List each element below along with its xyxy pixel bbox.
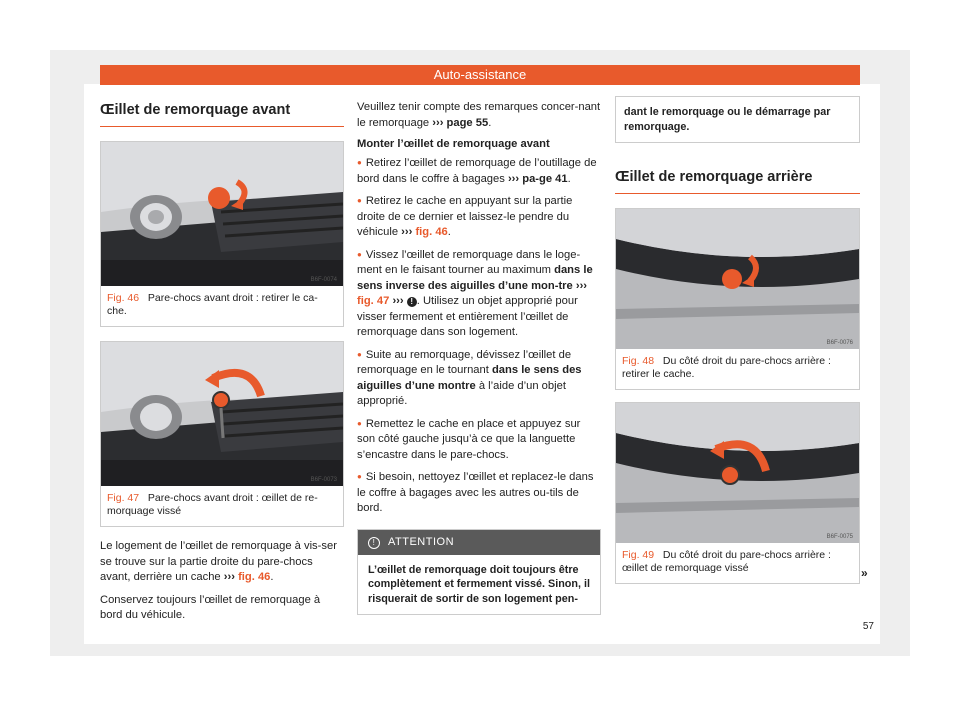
continue-marker: » xyxy=(861,566,868,580)
paragraph-keep: Conservez toujours l’œillet de remorquage à bord du véhicule. xyxy=(100,593,321,621)
attention-continued: dant le remorquage ou le démarrage par remorquage. xyxy=(615,96,860,143)
figure-code: B6F-0076 xyxy=(826,340,853,346)
fig-46-link[interactable]: fig. 46 xyxy=(415,226,448,238)
figure-code: B6F-0075 xyxy=(826,534,853,540)
middle-column xyxy=(357,100,601,615)
figure-label: Fig. 49 xyxy=(622,549,655,561)
intro-paragraph: Veuillez tenir compte des remarques concer-nant le remorquage ››› page 55. xyxy=(357,101,601,129)
page-number: 57 xyxy=(862,621,874,632)
caption-text: Pare-chocs avant droit : retirer le ca-che. xyxy=(107,292,318,317)
paragraph-location: Le logement de l’œillet de remorquage à vis-ser se trouve sur la partie droite du pare-chocs avant, derrière un cache ››› fig. 46. xyxy=(100,540,337,583)
figure-caption xyxy=(616,543,859,583)
rear-towing-eye-photo xyxy=(616,403,859,543)
step-2: ● Retirez le cache en appuyant sur la partie droite de ce dernier et laissez-le pendre du véhicule ››› fig. 46. xyxy=(357,194,601,241)
caption-text: Du côté droit du pare-chocs arrière : œillet de remorquage vissé xyxy=(622,549,831,574)
figure-46 xyxy=(100,141,344,327)
front-towing-eye-photo xyxy=(101,342,343,486)
front-bumper-photo xyxy=(101,142,343,286)
figure-caption xyxy=(101,286,343,326)
figure-code: B6F-0074 xyxy=(310,277,337,283)
step-6: ● Si besoin, nettoyez l’œillet et replacez-le dans le coffre à bagages avec les autres ou-tils de bord. xyxy=(357,470,601,517)
figure-label: Fig. 48 xyxy=(622,355,655,367)
page-55-link[interactable]: page 55 xyxy=(446,116,489,129)
figure-label: Fig. 46 xyxy=(107,292,140,304)
attention-icon: ! xyxy=(368,537,380,549)
step-3: ● Vissez l’œillet de remorquage dans le loge-ment en le faisant tourner au maximum dans le sens inverse des aiguilles d’une mon-tre ››› fig. 47 ››› ! . Utilisez un objet approprié pour visser fermement et entièrement l’œillet de remorquage dans son logement. xyxy=(357,248,601,341)
page-41-link[interactable]: pa-ge 41 xyxy=(522,172,568,185)
warning-icon: ! xyxy=(407,297,417,307)
fig-46-link[interactable]: fig. 46 xyxy=(238,571,271,583)
figure-caption xyxy=(101,486,343,526)
figure-code: B6F-0073 xyxy=(310,477,337,483)
mount-subheading: Monter l’œillet de remorquage avant xyxy=(357,138,550,150)
caption-text: Du côté droit du pare-chocs arrière : retirer le cache. xyxy=(622,355,831,380)
left-column xyxy=(100,96,344,631)
front-heading: Œillet de remorquage avant xyxy=(100,96,344,127)
figure-49 xyxy=(615,402,860,584)
section-header: Auto-assistance xyxy=(100,65,860,85)
attention-header: ! ATTENTION xyxy=(358,530,600,555)
step-5: ● Remettez le cache en place et appuyez sur son côté gauche jusqu’à ce que la languette s’encastre dans le pare-chocs. xyxy=(357,417,601,464)
figure-caption xyxy=(616,349,859,389)
figure-47 xyxy=(100,341,344,527)
attention-box xyxy=(357,529,601,616)
rear-heading: Œillet de remorquage arrière xyxy=(615,163,860,194)
fig-47-link[interactable]: fig. 47 xyxy=(357,295,390,307)
figure-48 xyxy=(615,208,860,390)
step-1: ● Retirez l’œillet de remorquage de l’outillage de bord dans le coffre à bagages ››› pa-ge 41. xyxy=(357,156,601,187)
step-4: ● Suite au remorquage, dévissez l’œillet de remorquage en le tournant dans le sens des aiguilles d’une montre à l’aide d’un objet approprié. xyxy=(357,348,601,410)
rear-bumper-photo xyxy=(616,209,859,349)
caption-text: Pare-chocs avant droit : œillet de re-morquage vissé xyxy=(107,492,318,517)
figure-label: Fig. 47 xyxy=(107,492,140,504)
attention-text: L’œillet de remorquage doit toujours être complètement et fermement vissé. Sinon, il risquerait de sortir de son logement pen- xyxy=(368,563,591,605)
right-column xyxy=(615,96,860,584)
